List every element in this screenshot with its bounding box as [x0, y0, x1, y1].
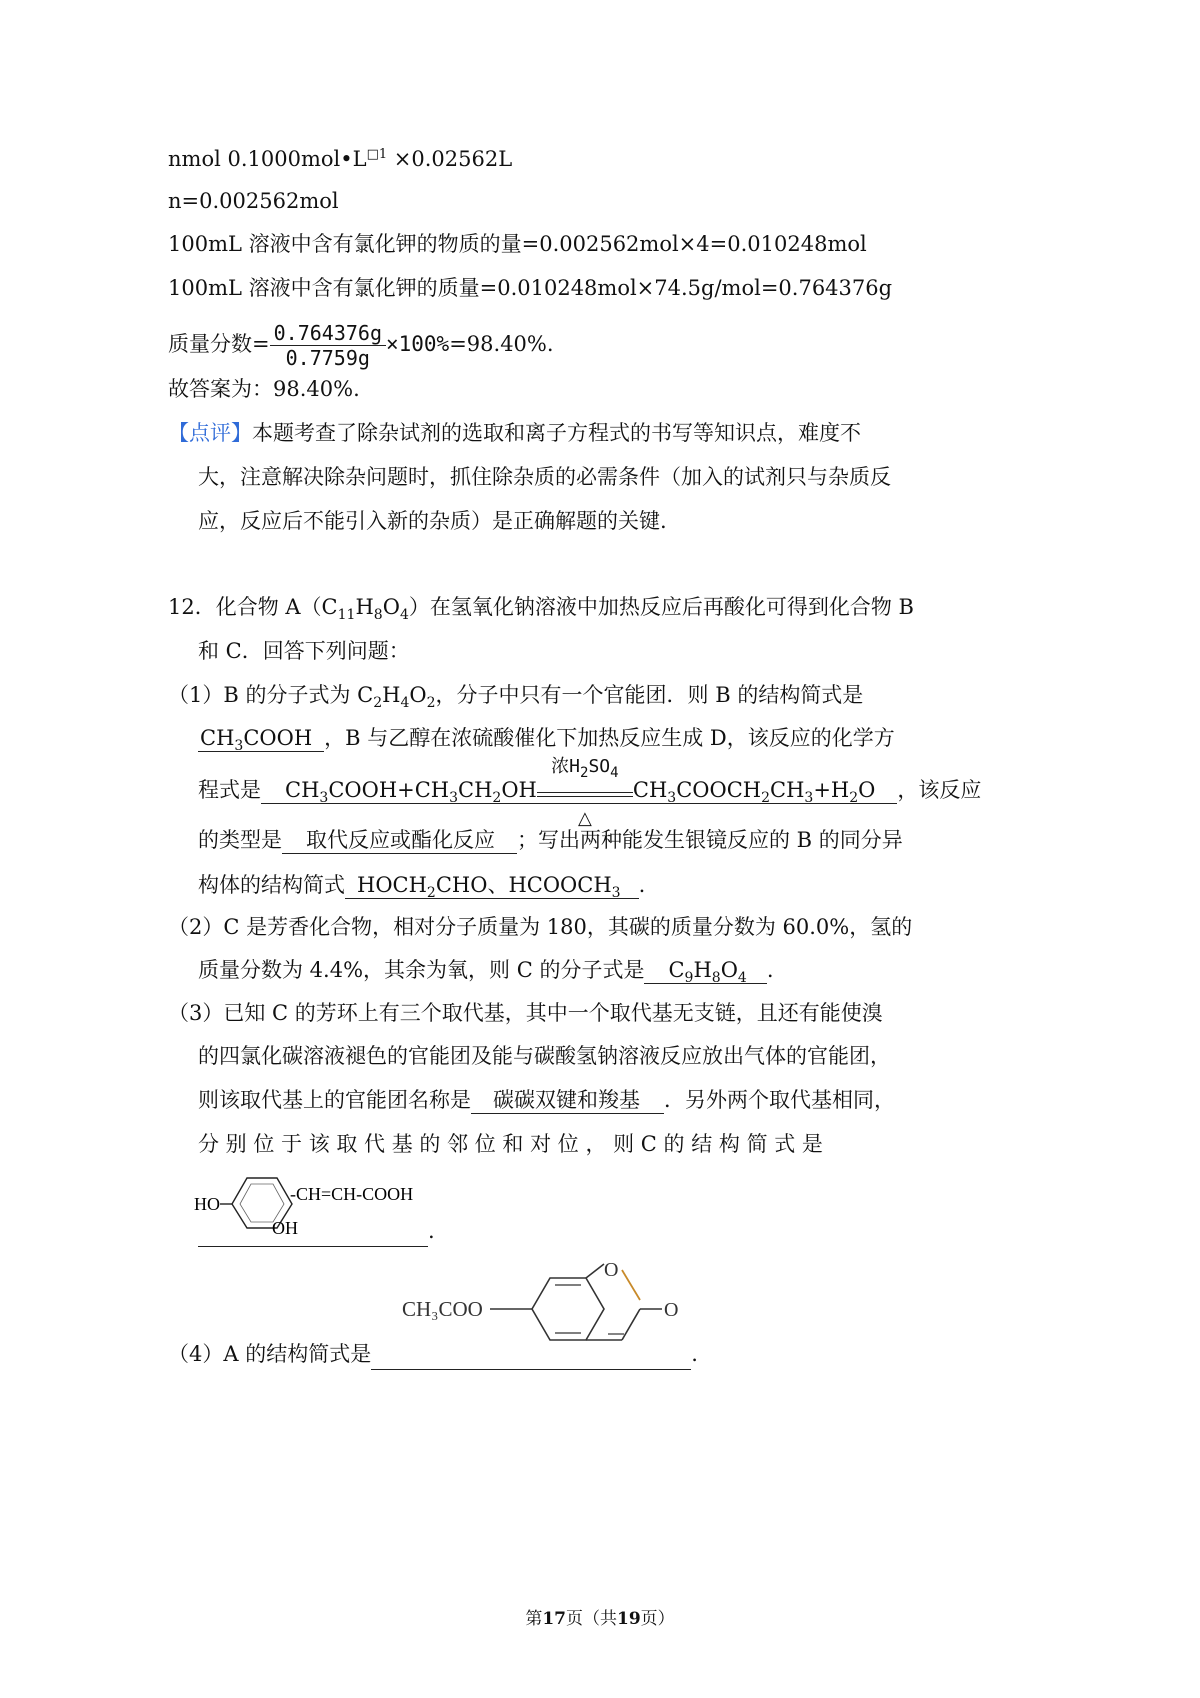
answer-isomers: $HOCH_2CHO$、$HCOOCH_3$ — [345, 873, 639, 899]
q12-part1-line-4: 的类型是 取代反应或酯化反应 ；写出两种能发生银镜反应的 B 的同分异 — [198, 828, 903, 852]
answer-reaction-type: 取代反应或酯化反应 — [282, 828, 517, 854]
q12-part3-blank: . — [198, 1216, 435, 1247]
answer-a-structure-blank — [371, 1339, 691, 1370]
q12-part3-line-3: 则该取代基上的官能团名称是 碳碳双键和羧基 ．另外两个取代基相同， — [198, 1088, 895, 1112]
q12-part1-line-3: 程式是 $CH_3COOH+CH_3CH_2OH$ 浓$H_2SO_4$ △ $CH_3COOCH_2CH_3+H_2O$ ，该反应 — [198, 756, 982, 829]
q12-part1-line-5: 构体的结构简式 $HOCH_2CHO$、$HCOOCH_3$ . — [198, 873, 646, 901]
struct-c-ho: HO — [194, 1194, 220, 1214]
calc-line-1: nmol $0.1000mol•L^{□1} \times 0.02562L$ — [168, 147, 513, 171]
review-line-3: 应，反应后不能引入新的杂质）是正确解题的关键. — [198, 509, 667, 533]
q12-part1-line-1: （1）B 的分子式为 $C_2H_4O_2$，分子中只有一个官能团．则 B 的结构简式是 — [168, 683, 864, 711]
answer-functional-groups: 碳碳双键和羧基 — [471, 1088, 664, 1114]
total-pages: 19 — [617, 1609, 641, 1629]
q12-stem-line-1: 12．化合物 $A(C_{11}H_8O_4)$在氢氧化钠溶液中加热反应后再酸化可得到化合物 B — [168, 595, 914, 623]
q12-part2-line-2: 质量分数为 4.4%，其余为氧，则 C 的分子式是 $C_9H_8O_4$ . — [198, 958, 774, 986]
struct-c-oh: OH — [272, 1218, 298, 1238]
review-tag: 【点评】 — [168, 421, 252, 445]
struct-a-acetoxy: CH₃COO — [402, 1297, 483, 1321]
current-page: 17 — [542, 1609, 566, 1629]
page-footer: 第17页（共19页） — [525, 1609, 675, 1629]
struct-a-keto-o: O — [664, 1299, 679, 1321]
q12-part4-line: （4）A 的结构简式是 . — [168, 1339, 698, 1370]
q12-part1-line-2: $CH_3COOH$ ，B 与乙醇在浓硫酸催化下加热反应生成 D，该反应的化学方 — [200, 726, 895, 754]
answer-line: 故答案为：98.40%. — [168, 377, 360, 401]
review-line-1: 【点评】本题考查了除杂试剂的选取和离子方程式的书写等知识点，难度不 — [168, 421, 861, 445]
q12-part3-line-1: （3）已知 C 的芳环上有三个取代基，其中一个取代基无支链，且还有能使溴 — [168, 1001, 883, 1025]
q12-stem-line-2: 和 C．回答下列问题： — [198, 639, 410, 663]
mass-fraction: $\frac{0.764376g}{0.7759g}$ — [270, 321, 386, 370]
calc-line-2: n=0.002562mol — [168, 189, 339, 213]
calc-line-3: 100mL 溶液中含有氯化钾的物质的量=0.002562mol×4=0.010248mol — [168, 232, 867, 256]
calc-line-4: 100mL 溶液中含有氯化钾的质量=0.010248mol×74.5g/mol=0.764376g — [168, 276, 893, 300]
q12-part3-line-4: 分 别 位 于 该 取 代 基 的 邻 位 和 对 位 ， 则 C 的 结 构 简 式 是 — [198, 1132, 823, 1156]
answer-c-structure-blank — [198, 1216, 428, 1247]
q12-part3-line-2: 的四氯化碳溶液褪色的官能团及能与碳酸氢钠溶液反应放出气体的官能团， — [198, 1044, 891, 1068]
answer-b-structure: $CH_3COOH$ — [198, 726, 324, 752]
answer-c-formula: $C_9H_8O_4$ — [644, 958, 766, 984]
review-line-2: 大，注意解决除杂问题时，抓住除杂质的必需条件（加入的试剂只与杂质反 — [198, 465, 891, 489]
struct-c-side: -CH=CH-COOH — [290, 1184, 414, 1204]
answer-esterification-equation: $CH_3COOH+CH_3CH_2OH$ 浓$H_2SO_4$ △ $CH_3COOCH_2CH_3+H_2O$ — [261, 778, 897, 804]
q12-part2-line-1: （2）C 是芳香化合物，相对分子质量为 180，其碳的质量分数为 60.0%，氢的 — [168, 915, 913, 939]
struct-a-ring-o: O — [604, 1259, 619, 1281]
reaction-condition: 浓$H_2SO_4$ △ — [537, 782, 633, 797]
mass-fraction-line: 质量分数= $\frac{0.764376g}{0.7759g}$ ×100%=98.40%. — [168, 321, 554, 370]
